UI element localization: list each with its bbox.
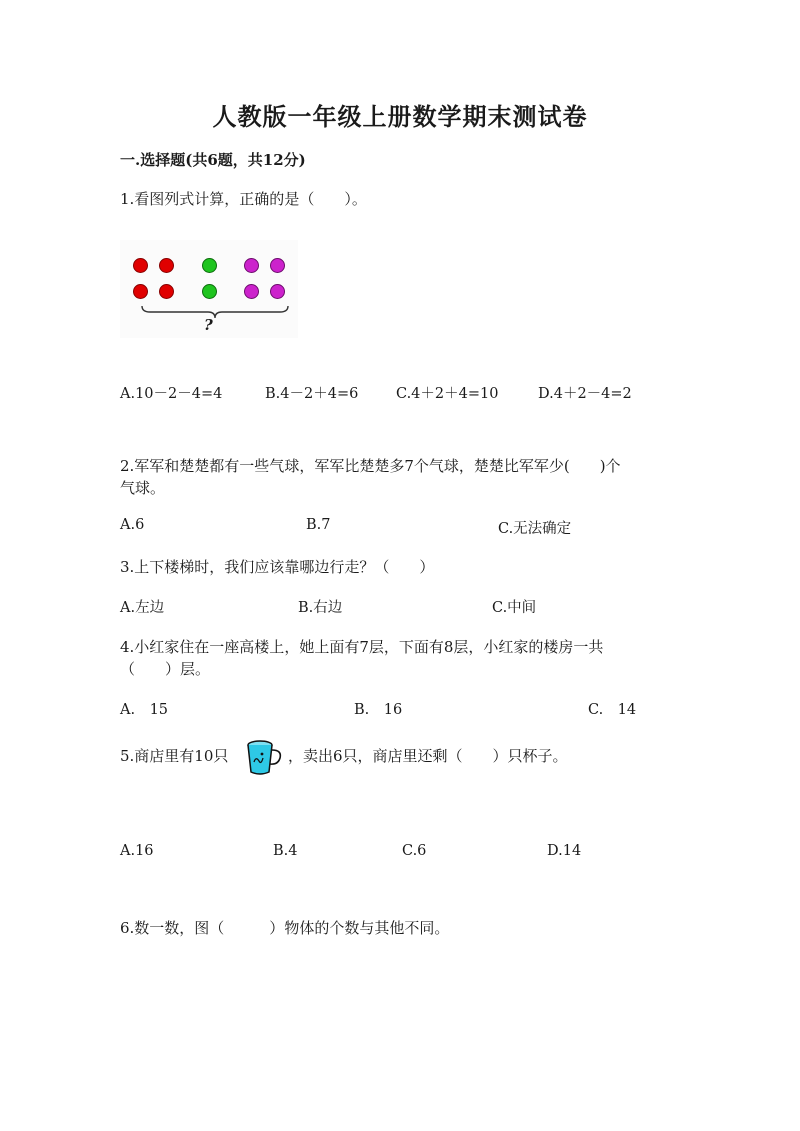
green-dot bbox=[202, 258, 217, 273]
q3-option-c[interactable]: C.中间 bbox=[492, 600, 537, 616]
question-1-figure bbox=[120, 240, 298, 338]
question-5-text-before: 5.商店里有10只 bbox=[120, 747, 229, 765]
question-1-text: 1.看图列式计算，正确的是（ ）。 bbox=[120, 190, 367, 208]
red-dot bbox=[159, 258, 174, 273]
purple-dot bbox=[270, 258, 285, 273]
q2-option-b[interactable]: B.7 bbox=[306, 517, 331, 533]
red-dot bbox=[133, 258, 148, 273]
cup-icon bbox=[244, 738, 284, 778]
q4-option-a[interactable]: A. 15 bbox=[120, 702, 169, 718]
question-3-text: 3.上下楼梯时，我们应该靠哪边行走？（ ） bbox=[120, 558, 435, 576]
q2-option-a[interactable]: A.6 bbox=[120, 517, 145, 533]
q4-option-c[interactable]: C. 14 bbox=[588, 702, 637, 718]
brace-icon bbox=[140, 304, 290, 320]
q5-option-d[interactable]: D.14 bbox=[547, 843, 582, 859]
question-2-text-line1: 2.军军和楚楚都有一些气球，军军比楚楚多7个气球，楚楚比军军少( )个 bbox=[120, 457, 621, 475]
question-4-text-line1: 4.小红家住在一座高楼上，她上面有7层，下面有8层，小红家的楼房一共 bbox=[120, 638, 604, 656]
red-dot bbox=[159, 284, 174, 299]
page-title: 人教版一年级上册数学期末测试卷 bbox=[212, 102, 588, 131]
question-6-text: 6.数一数，图（ ）物体的个数与其他不同。 bbox=[120, 919, 450, 937]
q5-option-c[interactable]: C.6 bbox=[402, 843, 427, 859]
q1-option-b[interactable]: B.4－2＋4=6 bbox=[265, 386, 359, 402]
purple-dot bbox=[244, 284, 259, 299]
question-5-text-after: ，卖出6只，商店里还剩（ ）只杯子。 bbox=[288, 747, 568, 765]
section-header: 一.选择题(共6题，共12分) bbox=[120, 151, 306, 169]
q4-option-b[interactable]: B. 16 bbox=[354, 702, 403, 718]
purple-dot bbox=[244, 258, 259, 273]
red-dot bbox=[133, 284, 148, 299]
q5-option-a[interactable]: A.16 bbox=[120, 843, 154, 859]
q2-option-c[interactable]: C.无法确定 bbox=[498, 521, 572, 537]
question-4-text-line2: （ ）层。 bbox=[120, 660, 211, 678]
q5-option-b[interactable]: B.4 bbox=[273, 843, 298, 859]
q1-option-c[interactable]: C.4＋2＋4=10 bbox=[396, 386, 499, 402]
question-mark: ? bbox=[204, 316, 213, 334]
q1-option-a[interactable]: A.10－2－4=4 bbox=[120, 386, 223, 402]
question-2-text-line2: 气球。 bbox=[120, 479, 166, 497]
purple-dot bbox=[270, 284, 285, 299]
q3-option-a[interactable]: A.左边 bbox=[120, 600, 165, 616]
q3-option-b[interactable]: B.右边 bbox=[298, 600, 343, 616]
green-dot bbox=[202, 284, 217, 299]
q1-option-d[interactable]: D.4＋2－4=2 bbox=[538, 386, 632, 402]
